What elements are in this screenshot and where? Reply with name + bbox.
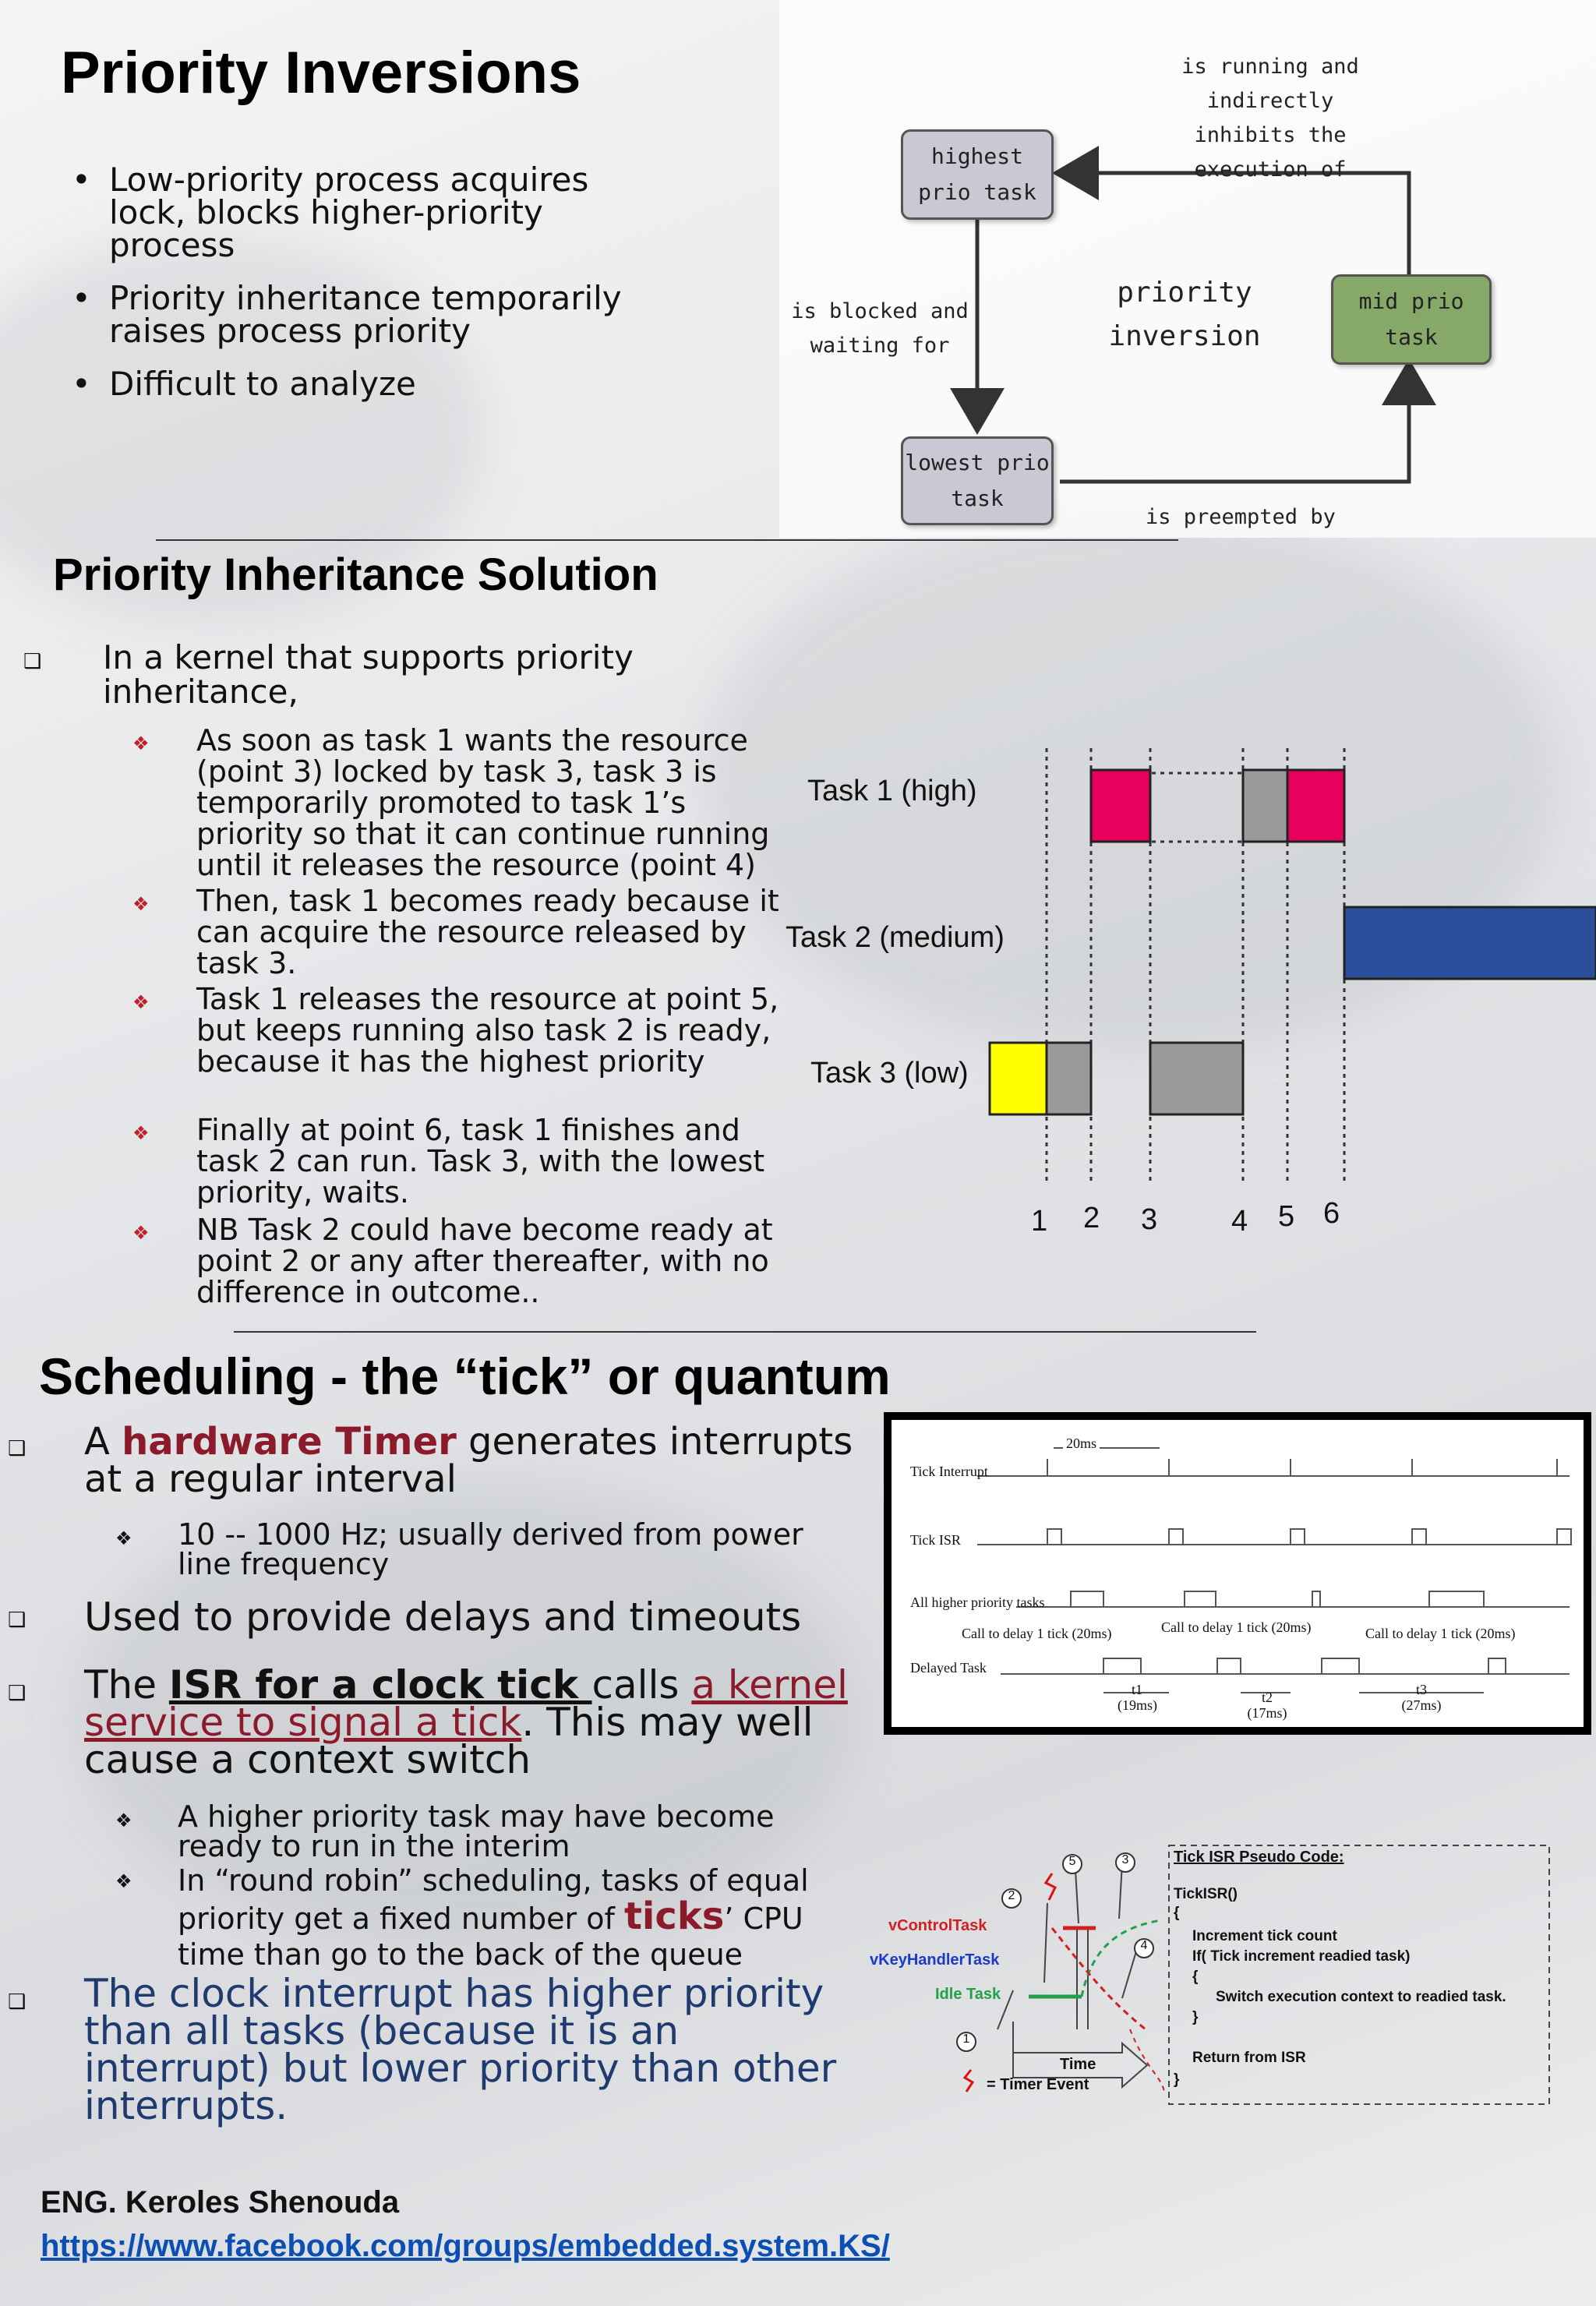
code-line: TickISR(): [1174, 1886, 1238, 1902]
task2-run-block: [1344, 907, 1596, 979]
code-line: }: [1192, 2009, 1199, 2025]
task1-run-block: [1091, 770, 1150, 842]
kernel-service-link[interactable]: a kernel service to signal a tick: [84, 1662, 848, 1745]
divider: [156, 539, 1178, 541]
scheduling-bullet-isr: The ISR for a clock tick calls a kernel service to signal a tick. This may well cause a context switch: [84, 1662, 848, 1782]
task1-run-block: [1287, 770, 1344, 842]
timeline-chart: [982, 740, 1596, 1192]
tick-label: 5: [1278, 1200, 1295, 1233]
code-line: {: [1174, 1905, 1180, 1921]
code-line: Return from ISR: [1192, 2050, 1306, 2066]
isr-emphasis: ISR for a clock tick: [168, 1662, 592, 1707]
circle-label: 5: [1068, 1855, 1076, 1868]
timer-event-legend: = Timer Event: [987, 2076, 1089, 2093]
inheritance-point: As soon as task 1 wants the resource (point 3) locked by task 3, task 3 is temporarily promoted to task 1’s priority so that it can continue running until it releases the resource (point 4): [196, 723, 770, 882]
circle-label: 1: [962, 2032, 970, 2046]
isr-diagram: [870, 1842, 1559, 2107]
task3-promoted-block: [1150, 1043, 1243, 1114]
scheduling-bullet-timer: A hardware Timer generates interrupts at a regular interval: [84, 1420, 853, 1501]
diamond-bullet-icon: ❖: [115, 1870, 132, 1892]
diamond-bullet-icon: ❖: [132, 893, 150, 915]
bottom-note: is preempted by: [1146, 505, 1336, 529]
inheritance-point: Finally at point 6, task 1 finishes and task 2 can run. Task 3, with the lowest priority, waits.: [196, 1113, 765, 1210]
lowest-prio-box: lowest prio task: [901, 436, 1054, 525]
diamond-bullet-icon: ❖: [132, 1222, 150, 1244]
diamond-bullet-icon: ❖: [115, 1527, 132, 1549]
diamond-bullet-icon: ❖: [132, 991, 150, 1013]
circle-label: 3: [1121, 1853, 1129, 1866]
tick-timing-lines: [892, 1420, 1584, 1727]
higher-tasks-label: All higher priority tasks: [910, 1594, 1045, 1610]
tick-label: 1: [1031, 1205, 1048, 1238]
tick-label: 3: [1141, 1203, 1158, 1236]
inheritance-intro: In a kernel that supports priority inheritance,: [103, 638, 634, 711]
tick-label: 6: [1323, 1197, 1340, 1230]
t2-label: t2 (17ms): [1247, 1690, 1287, 1721]
code-line: {: [1192, 1969, 1199, 1985]
code-line: }: [1174, 2071, 1180, 2088]
circle-label: 2: [1008, 1889, 1015, 1902]
inversion-bullet-list: [62, 161, 655, 421]
call-delay-label: Call to delay 1 tick (20ms): [962, 1626, 1112, 1641]
top-note: is running and indirectly inhibits the execution of: [1181, 55, 1359, 182]
inversion-bullet: • Low-priority process acquires lock, blocks higher-priority process: [72, 161, 589, 264]
vkeyhandler-task-label: vKeyHandlerTask: [870, 1951, 1000, 1969]
tick-label: 4: [1231, 1205, 1248, 1238]
call-delay-label: Call to delay 1 tick (20ms): [1161, 1619, 1312, 1635]
highest-prio-box: highest prio task: [901, 129, 1054, 220]
circle-label: 4: [1140, 1939, 1148, 1952]
inheritance-heading: Priority Inheritance Solution: [53, 549, 659, 600]
inheritance-point: Task 1 releases the resource at point 5, but keeps running also task 2 is ready, because it has the highest priority: [196, 982, 779, 1079]
call-delay-label: Call to delay 1 tick (20ms): [1365, 1626, 1516, 1641]
task1-label: Task 1 (high): [807, 775, 977, 807]
scheduling-bullet-priority: The clock interrupt has higher priority than all tasks (because it is an interrupt) but lower priority than other interrupts.: [84, 1971, 837, 2128]
inheritance-point: NB Task 2 could have become ready at point 2 or any after thereafter, with no difference in outcome..: [196, 1213, 773, 1309]
t1-label: t1 (19ms): [1118, 1682, 1157, 1713]
code-line: Switch execution context to readied task.: [1216, 1989, 1506, 2005]
mid-prio-box: mid prio task: [1331, 274, 1492, 365]
diamond-bullet-icon: ❖: [132, 733, 150, 754]
code-line: If( Tick increment readied task): [1192, 1948, 1411, 1965]
idle-task-label: Idle Task: [935, 1986, 1001, 2003]
facebook-group-link[interactable]: https://www.facebook.com/groups/embedded.system.KS/: [41, 2229, 890, 2263]
divider: [234, 1331, 1256, 1333]
code-line: Increment tick count: [1192, 1928, 1337, 1944]
pseudo-code-title: Tick ISR Pseudo Code:: [1174, 1849, 1344, 1866]
ticks-emphasis: ticks: [623, 1895, 725, 1938]
scheduling-sub-frequency: 10 -- 1000 Hz; usually derived from power line frequency: [178, 1517, 803, 1581]
diamond-bullet-icon: ❖: [115, 1810, 132, 1831]
left-note: is blocked and waiting for: [791, 299, 969, 358]
task3-lock-block: [1047, 1043, 1091, 1114]
tick-interrupt-label: Tick Interrupt: [910, 1464, 988, 1479]
t3-label: t3 (27ms): [1401, 1682, 1442, 1713]
tick-timing-diagram: [884, 1412, 1591, 1735]
period-label: 20ms: [1063, 1436, 1100, 1452]
scheduling-bullet-delays: Used to provide delays and timeouts: [84, 1594, 802, 1640]
checkbox-bullet-icon: ❑: [8, 1682, 26, 1705]
scheduling-sub-higher: A higher priority task may have become ready to run in the interim: [178, 1799, 775, 1863]
inversion-diagram: [779, 0, 1596, 538]
checkbox-bullet-icon: ❑: [8, 1990, 26, 2014]
checkbox-bullet-icon: ❑: [23, 650, 42, 673]
checkbox-bullet-icon: ❑: [8, 1437, 26, 1460]
inheritance-point: Then, task 1 becomes ready because it can acquire the resource released by task 3.: [196, 884, 779, 980]
tick-isr-label: Tick ISR: [910, 1532, 961, 1548]
priority-inversion-label: priority inversion: [1108, 277, 1261, 352]
hardware-timer-emphasis: hardware Timer: [122, 1420, 457, 1464]
inversion-bullet: • Difficult to analyze: [72, 365, 416, 403]
task2-label: Task 2 (medium): [786, 921, 1005, 954]
diamond-bullet-icon: ❖: [132, 1122, 150, 1144]
task3-run-block: [990, 1043, 1047, 1114]
scheduling-heading: Scheduling - the “tick” or quantum: [39, 1347, 891, 1405]
page-title: Priority Inversions: [61, 40, 581, 106]
task1-inherited-block: [1243, 770, 1287, 842]
time-arrow-label: Time: [1060, 2056, 1096, 2073]
inversion-bullet: • Priority inheritance temporarily raises process priority: [72, 279, 622, 350]
scheduling-sub-roundrobin: In “round robin” scheduling, tasks of equal priority get a fixed number of ticks’ CPU time than go to the back of the queue: [178, 1863, 809, 1972]
tick-label: 2: [1083, 1202, 1100, 1234]
task3-label: Task 3 (low): [810, 1057, 969, 1089]
isr-diagram-lines: [896, 1842, 1559, 2107]
vcontrol-task-label: vControlTask: [888, 1917, 987, 1934]
delayed-task-label: Delayed Task: [910, 1660, 987, 1676]
checkbox-bullet-icon: ❑: [8, 1609, 26, 1632]
author-name: ENG. Keroles Shenouda: [41, 2185, 400, 2219]
